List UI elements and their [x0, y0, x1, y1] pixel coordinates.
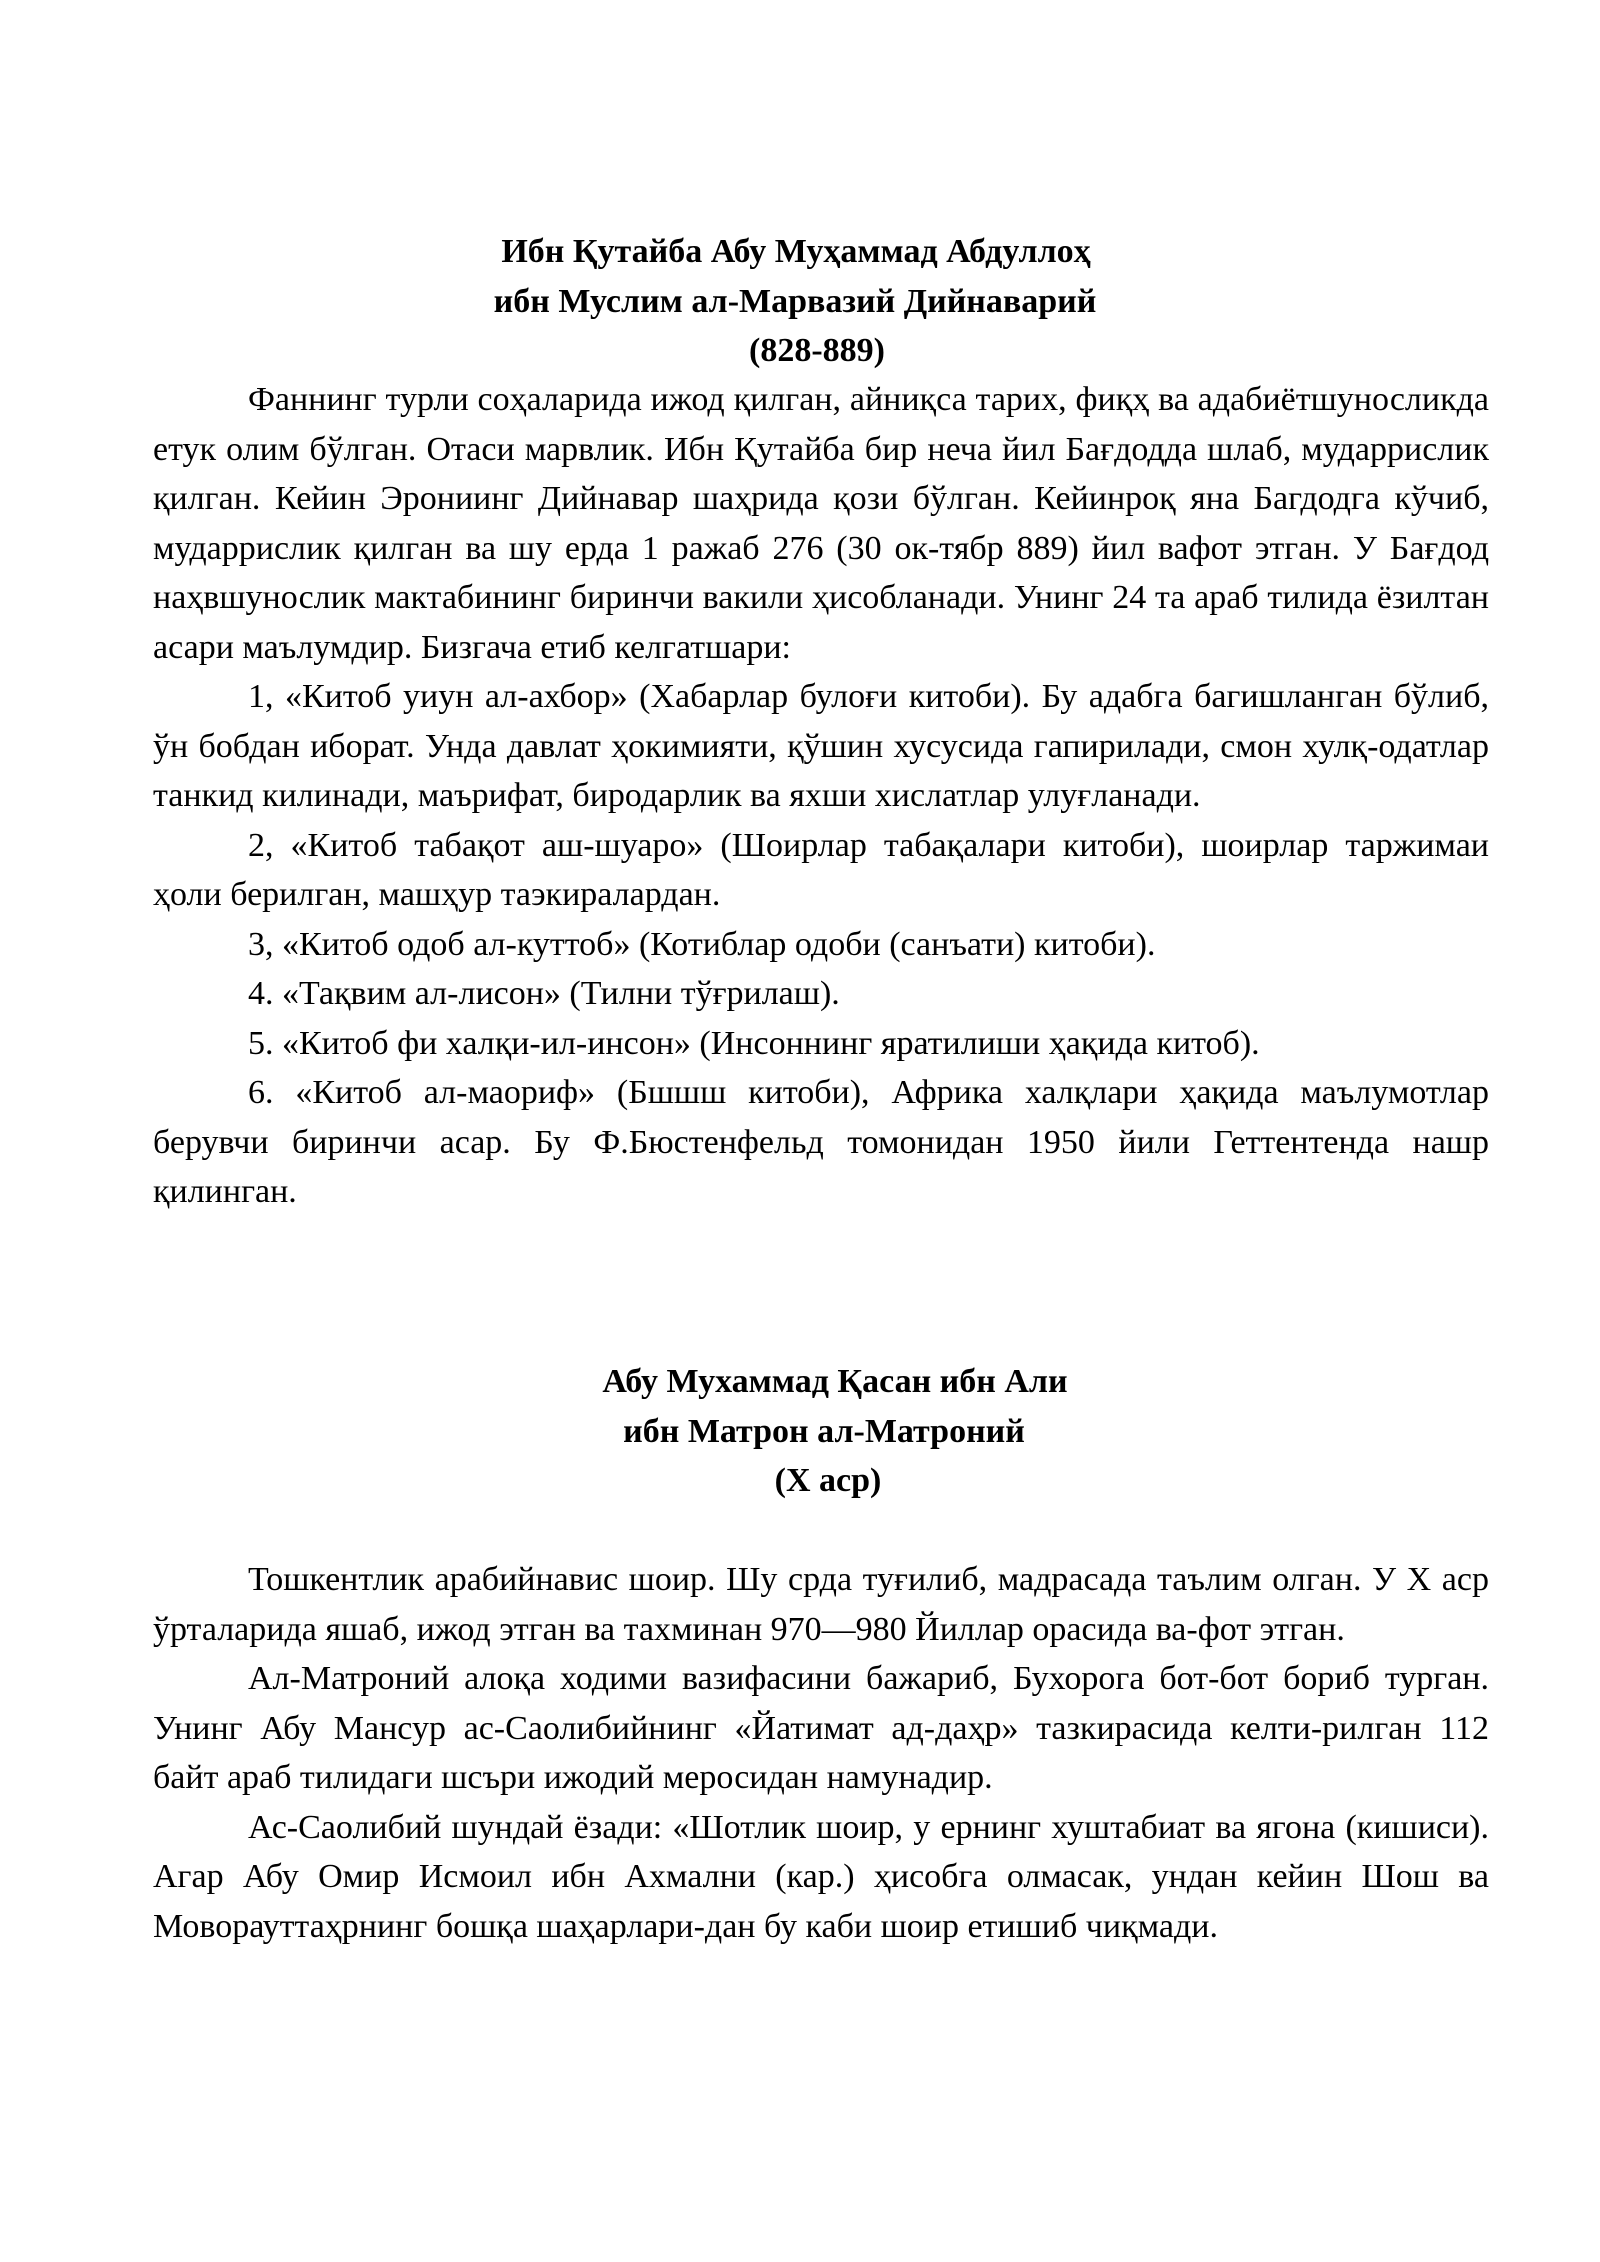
section1-paragraph-7: 6. «Китоб ал-маориф» (Бшшш китоби), Африка халқлари ҳақида маълумотлар берувчи биринчи асар. Бу Ф.Бюстенфельд томонидан 1950 йили Геттентенда нашр қилинган. — [153, 1074, 1489, 1210]
section2-heading — [0, 1357, 1600, 1506]
section1-paragraph-3: 2, «Китоб табақот аш-шуаро» (Шоирлар табақалари китоби), шоирлар таржимаи ҳоли берилган, машҳур таэкиралардан. — [153, 826, 1489, 913]
section2-paragraph-3: Ас-Саолибий шундай ёзади: «Шотлик шоир, у ернинг хуштабиат ва ягона (кишиси). Агар Абу Омир Исмоил ибн Ахмални (кар.) ҳисобга олмасак, ундан кейин Шош ва Моворауттаҳрнинг бошқа шаҳарлари-дан бу каби шоир етишиб чиқмади. — [153, 1808, 1489, 1945]
section2-body — [153, 1555, 1489, 1951]
section1-paragraph-5: 4. «Тақвим ал-лисон» (Тилни тўғрилаш). — [248, 975, 840, 1012]
section1-heading-line-2: ибн Муслим ал-Марвазий Дийнаварий — [493, 282, 1097, 320]
section1-heading — [0, 227, 1600, 376]
section2-heading-line-2: ибн Матрон ал-Матроний — [623, 1412, 1025, 1450]
section1-paragraph-4: 3, «Китоб одоб ал-куттоб» (Котиблар одоби (санъати) китоби). — [248, 925, 1156, 963]
section1-heading-line-1: Ибн Қутайба Абу Муҳаммад Абдуллоҳ — [501, 233, 1091, 270]
section2-paragraph-2: Ал-Матроний алоқа ходими вазифасини бажариб, Бухорога бот-бот бориб турган. Унинг Абу Мансур ас-Саолибийнинг «Йатимат ад-даҳр» тазкирасида келти-рилган 112 байт араб тилидаги шсъри ижодий меросидан намунадир. — [153, 1660, 1489, 1796]
section1-paragraph-2: 1, «Китоб уиун ал-ахбор» (Хабарлар булоғи китоби). Бу адабга багишланган бўлиб, ўн бобдан иборат. Унда давлат ҳокимияти, қўшин хусусида гапирилади, смон хулқ-одатлар танкид килинади, маърифат, биродарлик ва яхши хислатлар улуғланади. — [153, 678, 1489, 814]
section1-heading-line-3: (828-889) — [749, 332, 885, 369]
section2-heading-line-1: Абу Мухаммад Қасан ибн Али — [602, 1363, 1068, 1400]
section2-paragraph-1: Тошкентлик арабийнавис шоир. Шу срда туғилиб, мадрасада таълим олган. У X аср ўрталарида яшаб, ижод этган ва тахминан 970—980 Йиллар орасида ва-фот этган. — [153, 1561, 1489, 1648]
section1-paragraph-1: Фаннинг турли соҳаларида ижод қилган, айниқса тарих, фиқҳ ва адабиётшуносликда етук олим бўлган. Отаси марвлик. Ибн Қутайба бир неча йил Бағдодда шлаб, мударрислик қилган. Кейин Эрониинг Дийнавар шаҳрида қози бўлган. Кейинроқ яна Багдодга кўчиб, мударрислик қилган ва шу ерда 1 ражаб 276 (30 ок-тябр 889) йил вафот этган. У Бағдод наҳвшунослик мактабининг биринчи вакили ҳисобланади. Унинг 24 та араб тилида ёзилтан асари маълумдир. Бизгача етиб келгатшари: — [153, 381, 1489, 666]
section2-heading-line-3: (X аср) — [774, 1462, 882, 1499]
section1-body — [153, 375, 1489, 1217]
section1-paragraph-6: 5. «Китоб фи халқи-ил-инсон» (Инсоннинг яратилиши ҳақида китоб). — [248, 1024, 1260, 1062]
